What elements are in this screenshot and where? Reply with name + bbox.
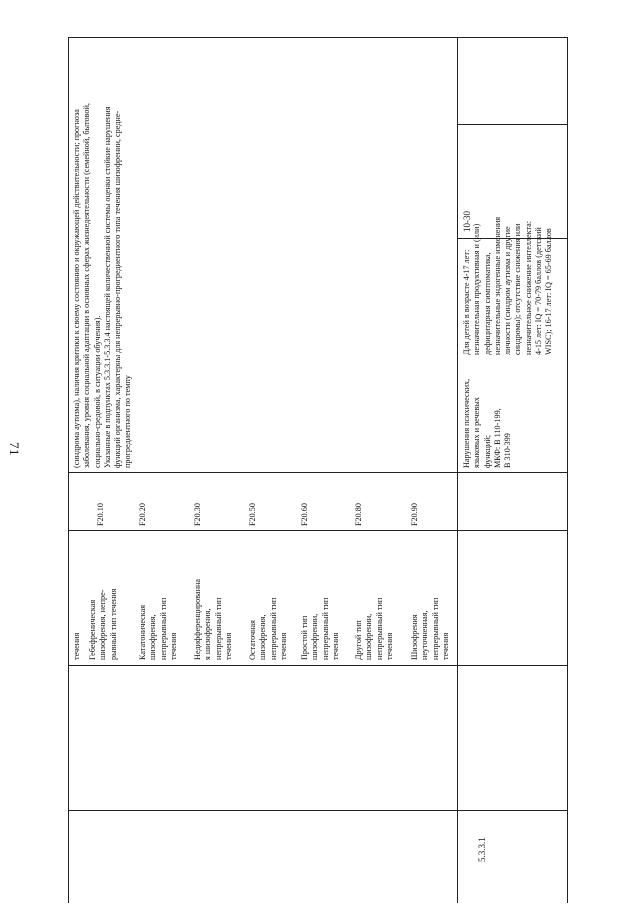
col-divider-criteria-percent bbox=[457, 124, 568, 125]
stage-name: Простой тип шизофрении, непрерывный тип течения bbox=[300, 597, 340, 660]
stage-name: течения bbox=[72, 632, 81, 660]
page-number: 71 bbox=[7, 442, 22, 456]
stage-code: F20.50 bbox=[248, 503, 257, 526]
description-text: (синдрома аутизма), наличия критики к своему состоянию и окружающей действительности; прогноза заболевания, уровня социальной адаптации в основных сферах жизнедеятельности (семейной, бытовой, социально-средовой, в ситуации обучения). Указанные в подпунктах 5.3.3.1-5.3.3.4 настоящей количественной системы оценки стойкие нарушения функций организма, характерны для непрерывно-прогредиентного типа течения шизофрении, средне- прогредиентного по темпу bbox=[72, 103, 133, 468]
table-border-top bbox=[68, 37, 69, 903]
stage-code: F20.10 bbox=[96, 503, 105, 526]
col-divider-name-code bbox=[68, 530, 568, 531]
row-number: 5.3.3.1 bbox=[477, 837, 487, 862]
impairment-text: Нарушения психических, языковых и речевых функций; МКФ: В 110-199, В 310-399 bbox=[462, 378, 513, 468]
stage-name: Остаточная шизофрения, непрерывный тип течения bbox=[248, 597, 288, 660]
col-divider-code-description bbox=[68, 472, 568, 473]
col-divider-number-name bbox=[68, 665, 568, 666]
stage-code: F20.20 bbox=[138, 503, 147, 526]
criteria-text: Для детей в возрасте 4-17 лет: незначительная продуктивная и (или) дефицитарная симптоматика, незначительные эндогенные изменения личности (синдром аутизма и другие синдромы); отсутствие снижения или незначительное снижение интеллекта: 4-15 лет: IQ = 70-79 баллов (детский WISC); 16-17 лет: IQ = 65-69 баллов bbox=[462, 217, 554, 355]
stage-code: F20.80 bbox=[354, 503, 363, 526]
stage-name: Недифференцированна я шизофрения, непрерывный тип течения bbox=[193, 578, 233, 660]
stage-code: F20.60 bbox=[300, 503, 309, 526]
row-divider bbox=[457, 37, 458, 903]
col-divider-left bbox=[68, 810, 568, 811]
stage-name: Гебефреническая шизофрения, непре- рывный тип течения bbox=[88, 588, 118, 660]
stage-name: Другой тип шизофрении, непрерывный тип течения bbox=[354, 597, 394, 660]
stage-code: F20.30 bbox=[193, 503, 202, 526]
percent-range: 10-30 bbox=[462, 211, 472, 232]
stage-name: Кататоническая шизофрения, непрерывный тип течения bbox=[138, 597, 178, 660]
table-border-bottom bbox=[567, 37, 568, 903]
stage-code: F20.90 bbox=[410, 503, 419, 526]
stage-name: Шизофрения неуточненная, непрерывный тип течения bbox=[410, 597, 450, 660]
table-border-right bbox=[68, 37, 568, 38]
